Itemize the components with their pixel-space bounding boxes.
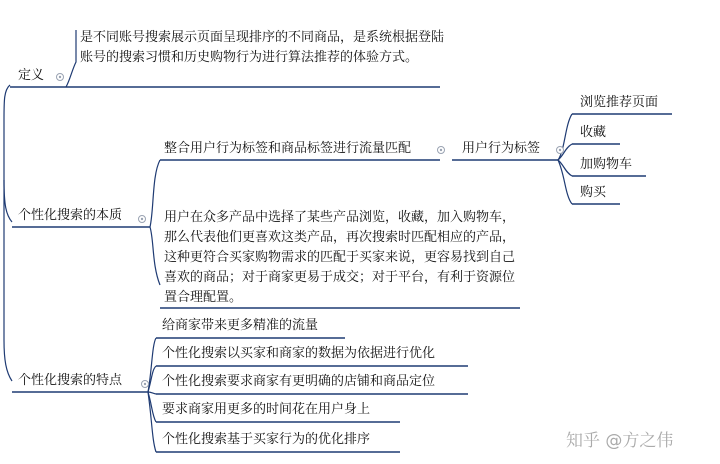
watermark: 知乎 @方之伟 (566, 431, 674, 451)
feature-item-4: 要求商家用更多的时间花在用户身上 (162, 402, 371, 417)
features-label: 个性化搜索的特点 (18, 373, 123, 388)
feature-item-5: 个性化搜索基于买家行为的优化排序 (162, 432, 371, 447)
essence-collapse-icon[interactable] (139, 216, 146, 223)
definition-connector (66, 30, 76, 87)
essence-to-explanation (150, 227, 160, 285)
feature-item-1: 给商家带来更多精准的流量 (162, 318, 319, 333)
definition-text: 是不同账号搜索展示页面呈现排序的不同商品，是系统根据登陆账号的搜索习惯和历史购物行为进行算法推荐的体验方式。 (80, 30, 445, 65)
essence-to-match (150, 160, 160, 227)
match-collapse-icon[interactable] (438, 147, 445, 154)
tag-label: 用户行为标签 (462, 141, 541, 156)
features-to-item-3 (148, 392, 156, 394)
root-to-essence (4, 180, 12, 222)
features-collapse-icon[interactable] (142, 381, 149, 388)
tag-to-item-3 (558, 160, 572, 176)
tag-item-4: 购买 (580, 185, 607, 200)
definition-collapse-icon[interactable] (57, 74, 64, 81)
tag-item-1: 浏览推荐页面 (580, 95, 659, 110)
root-trunk (4, 85, 12, 381)
feature-item-3: 个性化搜索要求商家有更明确的店铺和商品定位 (162, 374, 436, 389)
essence-explanation: 用户在众多产品中选择了某些产品浏览，收藏，加入购物车，那么代表他们更喜欢这类产品，再次搜索时匹配相应的产品，这种更符合买家购物需求的匹配于买家来说，更容易找到自己喜欢的商品；对于商家更易于成交；对于平台，有利于资源位置合理配置。 (164, 210, 516, 305)
definition-label: 定义 (18, 68, 45, 83)
tag-item-2: 收藏 (580, 125, 607, 140)
features-to-item-2 (148, 366, 156, 392)
match-label: 整合用户行为标签和商品标签进行流量匹配 (164, 141, 412, 156)
features-to-item-1 (148, 338, 156, 392)
essence-label: 个性化搜索的本质 (18, 208, 123, 223)
tag-collapse-icon[interactable] (557, 147, 564, 154)
tag-item-3: 加购物车 (580, 157, 633, 172)
features-to-item-5 (148, 392, 156, 452)
tag-to-item-4 (558, 160, 572, 204)
feature-item-2: 个性化搜索以买家和商家的数据为依据进行优化 (162, 346, 436, 361)
